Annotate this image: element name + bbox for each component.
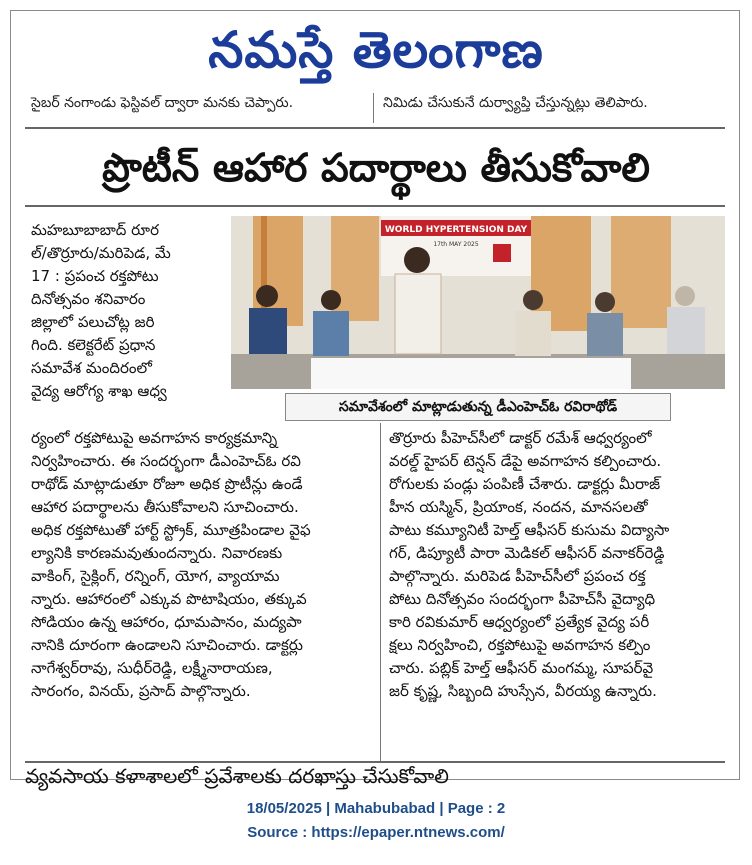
text-line: పాల్గొన్నారు. మరిపెడ పీహెచ్‌సీలో ప్రపంచ రక్త <box>389 567 646 585</box>
text-line: దినోత్సవం శనివారం <box>31 290 146 308</box>
lead-paragraph <box>31 219 227 403</box>
text-line: మహబూబాబాద్ రూర <box>31 221 159 239</box>
text-line: సోడియం ఉన్న ఆహారం, ధూమపానం, మద్యపా <box>31 613 302 631</box>
text-line: తొర్రూరు పీహెచ్‌సీలో డాక్టర్ రమేశ్ ఆధ్వర్యంలో <box>389 429 652 447</box>
top-cut-line-right: నిమిడు చేసుకునే దుర్వ్యాప్తి చేస్తున్నట్లు తెలిపారు. <box>383 95 648 111</box>
article-headline: ప్రొటీన్ ఆహార పదార్థాలు తీసుకోవాలి <box>102 146 650 191</box>
text-line: గింది. కలెక్టరేట్ ప్రధాన <box>31 336 156 354</box>
text-line: ల్/తొర్రూరు/మరిపెడ, మే <box>31 244 171 262</box>
text-line: నానికి దూరంగా ఉండాలని సూచించారు. డాక్టర్లు <box>31 636 303 654</box>
text-line: పోటు దినోత్సవం సందర్భంగా పీహెచ్‌సీ వైద్యాధి <box>389 590 656 608</box>
article-photo <box>231 216 725 389</box>
text-line: వరల్డ్ హైపర్ టెన్షన్ డేపై అవగాహన కల్పించారు. <box>389 452 662 470</box>
column-divider <box>380 423 381 761</box>
banner-title: WORLD HYPERTENSION DAY <box>384 225 528 235</box>
bottom-cut-line: వ్యవసాయ కళాశాలలో ప్రవేశాలకు దరఖాస్తు చేసుకోవాలి <box>25 764 449 788</box>
text-line: న్నారు. ఆహారంలో ఎక్కువ పొటాషియం, తక్కువ <box>31 590 307 608</box>
text-line: జర్ కృష్ణ, సిబ్బంది హుస్సేన, వీరయ్య ఉన్నారు. <box>389 682 657 700</box>
text-line: జిల్లాలో పలుచోట్ల జరి <box>31 313 155 331</box>
text-line: ర్యంలో రక్తపోటుపై అవగాహన కార్యక్రమాన్ని <box>31 429 278 447</box>
text-line: సమావేశ మందిరంలో <box>31 359 152 377</box>
footer-source: Source : https://epaper.ntnews.com/ <box>247 824 505 841</box>
text-line: నిర్వహించారు. ఈ సందర్భంగా డీఎంహెచ్ఓ రవి <box>31 452 301 470</box>
masthead-title: నమస్తే తెలంగాణ <box>208 21 544 79</box>
text-line: క్షలు నిర్వహించి, రక్తపోటుపై అవగాహన కల్పిం <box>389 636 651 654</box>
headline-bottom-rule <box>25 205 725 207</box>
text-line: పాటు కమ్యూనిటీ హెల్త్ ఆఫీసర్ కుసుమ విద్యాసా <box>389 521 670 539</box>
headline-top-rule <box>25 127 725 129</box>
text-line: ఆహార పదార్థాలను తీసుకోవాలని సూచించారు. <box>31 498 299 516</box>
article-left-column <box>31 427 373 703</box>
text-line: హీన యస్మిన్, ప్రియాంక, నందన, మానసలతో <box>389 498 648 516</box>
text-line: ల్యానికి కారణమవుతుందన్నారు. నివారణకు <box>31 544 283 562</box>
text-line: వైద్య ఆరోగ్య శాఖ ఆధ్వ <box>31 382 167 400</box>
text-line: రోగులకు పండ్లు పంపిణీ చేశారు. డాక్టర్లు మీరాజ్ <box>389 475 661 493</box>
top-column-divider <box>373 93 374 123</box>
text-line: కారి రవికుమార్ ఆధ్వర్యంలో ప్రత్యేక వైద్య పరీ <box>389 613 650 631</box>
banner-date: 17th MAY 2025 <box>433 241 479 248</box>
text-line: సారంగం, వినయ్, ప్రసాద్ పాల్గొన్నారు. <box>31 682 251 700</box>
article-right-column <box>389 427 721 703</box>
photo-caption: సమావేశంలో మాట్లాడుతున్న డీఎంహెచ్ఓ రవిరాథోడ్ <box>285 393 671 421</box>
footer-date-page: 18/05/2025 | Mahabubabad | Page : 2 <box>246 800 506 817</box>
text-line: అధిక రక్తపోటుతో హార్ట్ స్ట్రోక్, మూత్రపిండాల వైఫ <box>31 521 311 539</box>
newspaper-clipping <box>10 10 740 788</box>
text-line: 17 : ప్రపంచ రక్తపోటు <box>31 267 159 285</box>
top-cut-line-left: సైబర్ నంగాండు ఫెస్టివల్ ద్వారా మనకు చెప్పారు. <box>31 95 294 111</box>
text-line: గర్, డిప్యూటీ పారా మెడికల్ ఆఫీసర్ వనాకర్‌రెడ్డి <box>389 544 665 562</box>
text-line: వాకింగ్, సైక్లింగ్, రన్నింగ్, యోగ, వ్యాయామ <box>31 567 280 585</box>
text-line: చారు. పబ్లిక్ హెల్త్ ఆఫీసర్ మంగమ్మ, సూపర్‌వై <box>389 659 654 677</box>
text-line: నాగేశ్వర్‌రావు, సుధీర్‌రెడ్డి, లక్ష్మీనారాయణ, <box>31 659 273 677</box>
meeting-photo-illustration <box>231 216 725 389</box>
text-line: రాథోడ్ మాట్లాడుతూ రోజూ అధిక ప్రొటీన్లు ఉండే <box>31 475 303 493</box>
